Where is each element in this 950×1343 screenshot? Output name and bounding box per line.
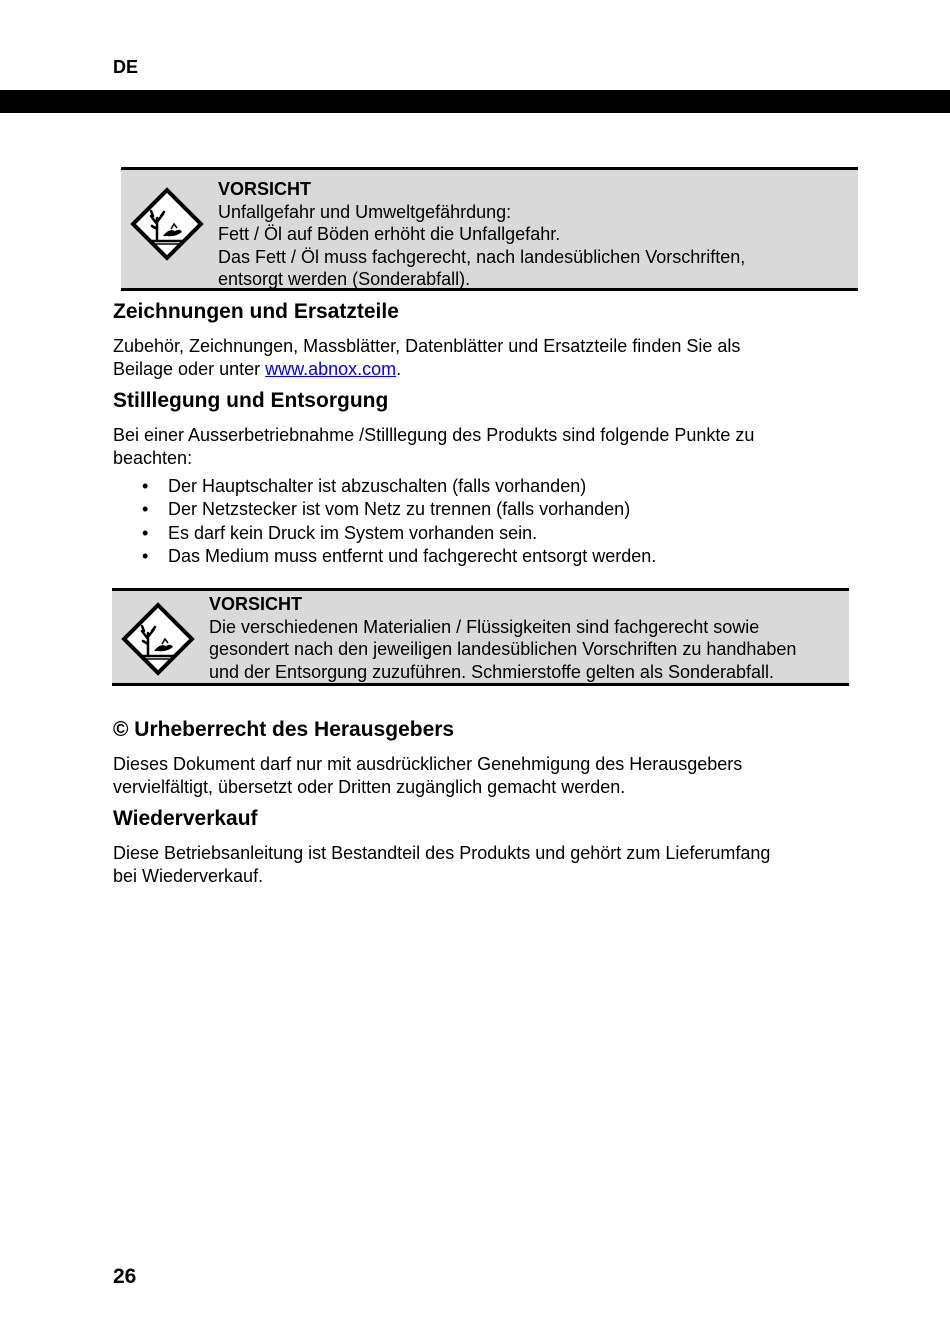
resale-paragraph	[113, 842, 770, 887]
header-bar	[0, 90, 950, 113]
caution-line: und der Entsorgung zuzuführen. Schmierstoffe gelten als Sonderabfall.	[209, 661, 775, 682]
paragraph-line: bei Wiederverkauf.	[113, 865, 264, 886]
caution-line: gesondert nach den jeweiligen landesüblichen Vorschriften zu handhaben	[209, 639, 797, 659]
paragraph-line: vervielfältigt, übersetzt oder Dritten zugänglich gemacht werden.	[113, 776, 626, 797]
caution-title: VORSICHT	[218, 179, 312, 199]
caution-line: Fett / Öl auf Böden erhöht die Unfallgefahr.	[218, 224, 561, 244]
list-item	[113, 522, 656, 545]
section-heading-decommission: Stilllegung und Entsorgung	[113, 389, 389, 412]
list-item-text: Der Hauptschalter ist abzuschalten (falls vorhanden)	[168, 476, 587, 496]
caution-box-grease	[121, 167, 858, 291]
section-heading-resale: Wiederverkauf	[113, 807, 258, 830]
paragraph-line: Diese Betriebsanleitung ist Bestandteil des Produkts und gehört zum Lieferumfang	[113, 843, 771, 863]
line-prefix: Beilage oder unter	[113, 358, 266, 379]
caution-text	[218, 178, 745, 291]
page-number: 26	[113, 1265, 137, 1288]
environment-hazard-icon	[127, 184, 207, 264]
paragraph-line: Bei einer Ausserbetriebnahme /Stilllegung des Produkts sind folgende Punkte zu	[113, 425, 755, 445]
website-link[interactable]: www.abnox.com	[265, 358, 397, 379]
caution-line: entsorgt werden (Sonderabfall).	[218, 269, 471, 289]
environment-hazard-icon	[118, 599, 198, 679]
bullet-glyph: •	[142, 476, 149, 496]
list-item-text: Der Netzstecker ist vom Netz zu trennen (falls vorhanden)	[168, 499, 631, 520]
language-code: DE	[113, 57, 139, 77]
caution-box-materials	[112, 588, 849, 686]
line-suffix: .	[396, 358, 402, 379]
caution-line: Die verschiedenen Materialien / Flüssigkeiten sind fachgerecht sowie	[209, 616, 760, 637]
paragraph-line: Dieses Dokument darf nur mit ausdrücklicher Genehmigung des Herausgebers	[113, 754, 743, 774]
list-item	[113, 545, 656, 568]
caution-text	[209, 593, 796, 683]
caution-line: Unfallgefahr und Umweltgefährdung:	[218, 201, 512, 222]
decommission-bullet-list	[113, 475, 656, 568]
list-item-text: Es darf kein Druck im System vorhanden sein.	[168, 522, 538, 543]
caution-title: VORSICHT	[209, 594, 303, 614]
section-heading-copyright: © Urheberrecht des Herausgebers	[113, 718, 455, 741]
paragraph-line: beachten:	[113, 447, 193, 468]
list-item	[113, 498, 656, 521]
paragraph-line	[113, 358, 740, 381]
bullet-glyph: •	[142, 545, 149, 566]
list-item	[113, 475, 656, 498]
bullet-glyph: •	[142, 499, 149, 520]
list-item-text: Das Medium muss entfernt und fachgerecht entsorgt werden.	[168, 545, 657, 566]
caution-line: Das Fett / Öl muss fachgerecht, nach landesüblichen Vorschriften,	[218, 246, 746, 267]
decommission-intro	[113, 424, 754, 469]
bullet-glyph: •	[142, 522, 149, 543]
drawings-paragraph	[113, 335, 740, 380]
section-heading-drawings: Zeichnungen und Ersatzteile	[113, 300, 399, 323]
paragraph-line: Zubehör, Zeichnungen, Massblätter, Datenblätter und Ersatzteile finden Sie als	[113, 336, 741, 356]
copyright-paragraph	[113, 753, 742, 798]
